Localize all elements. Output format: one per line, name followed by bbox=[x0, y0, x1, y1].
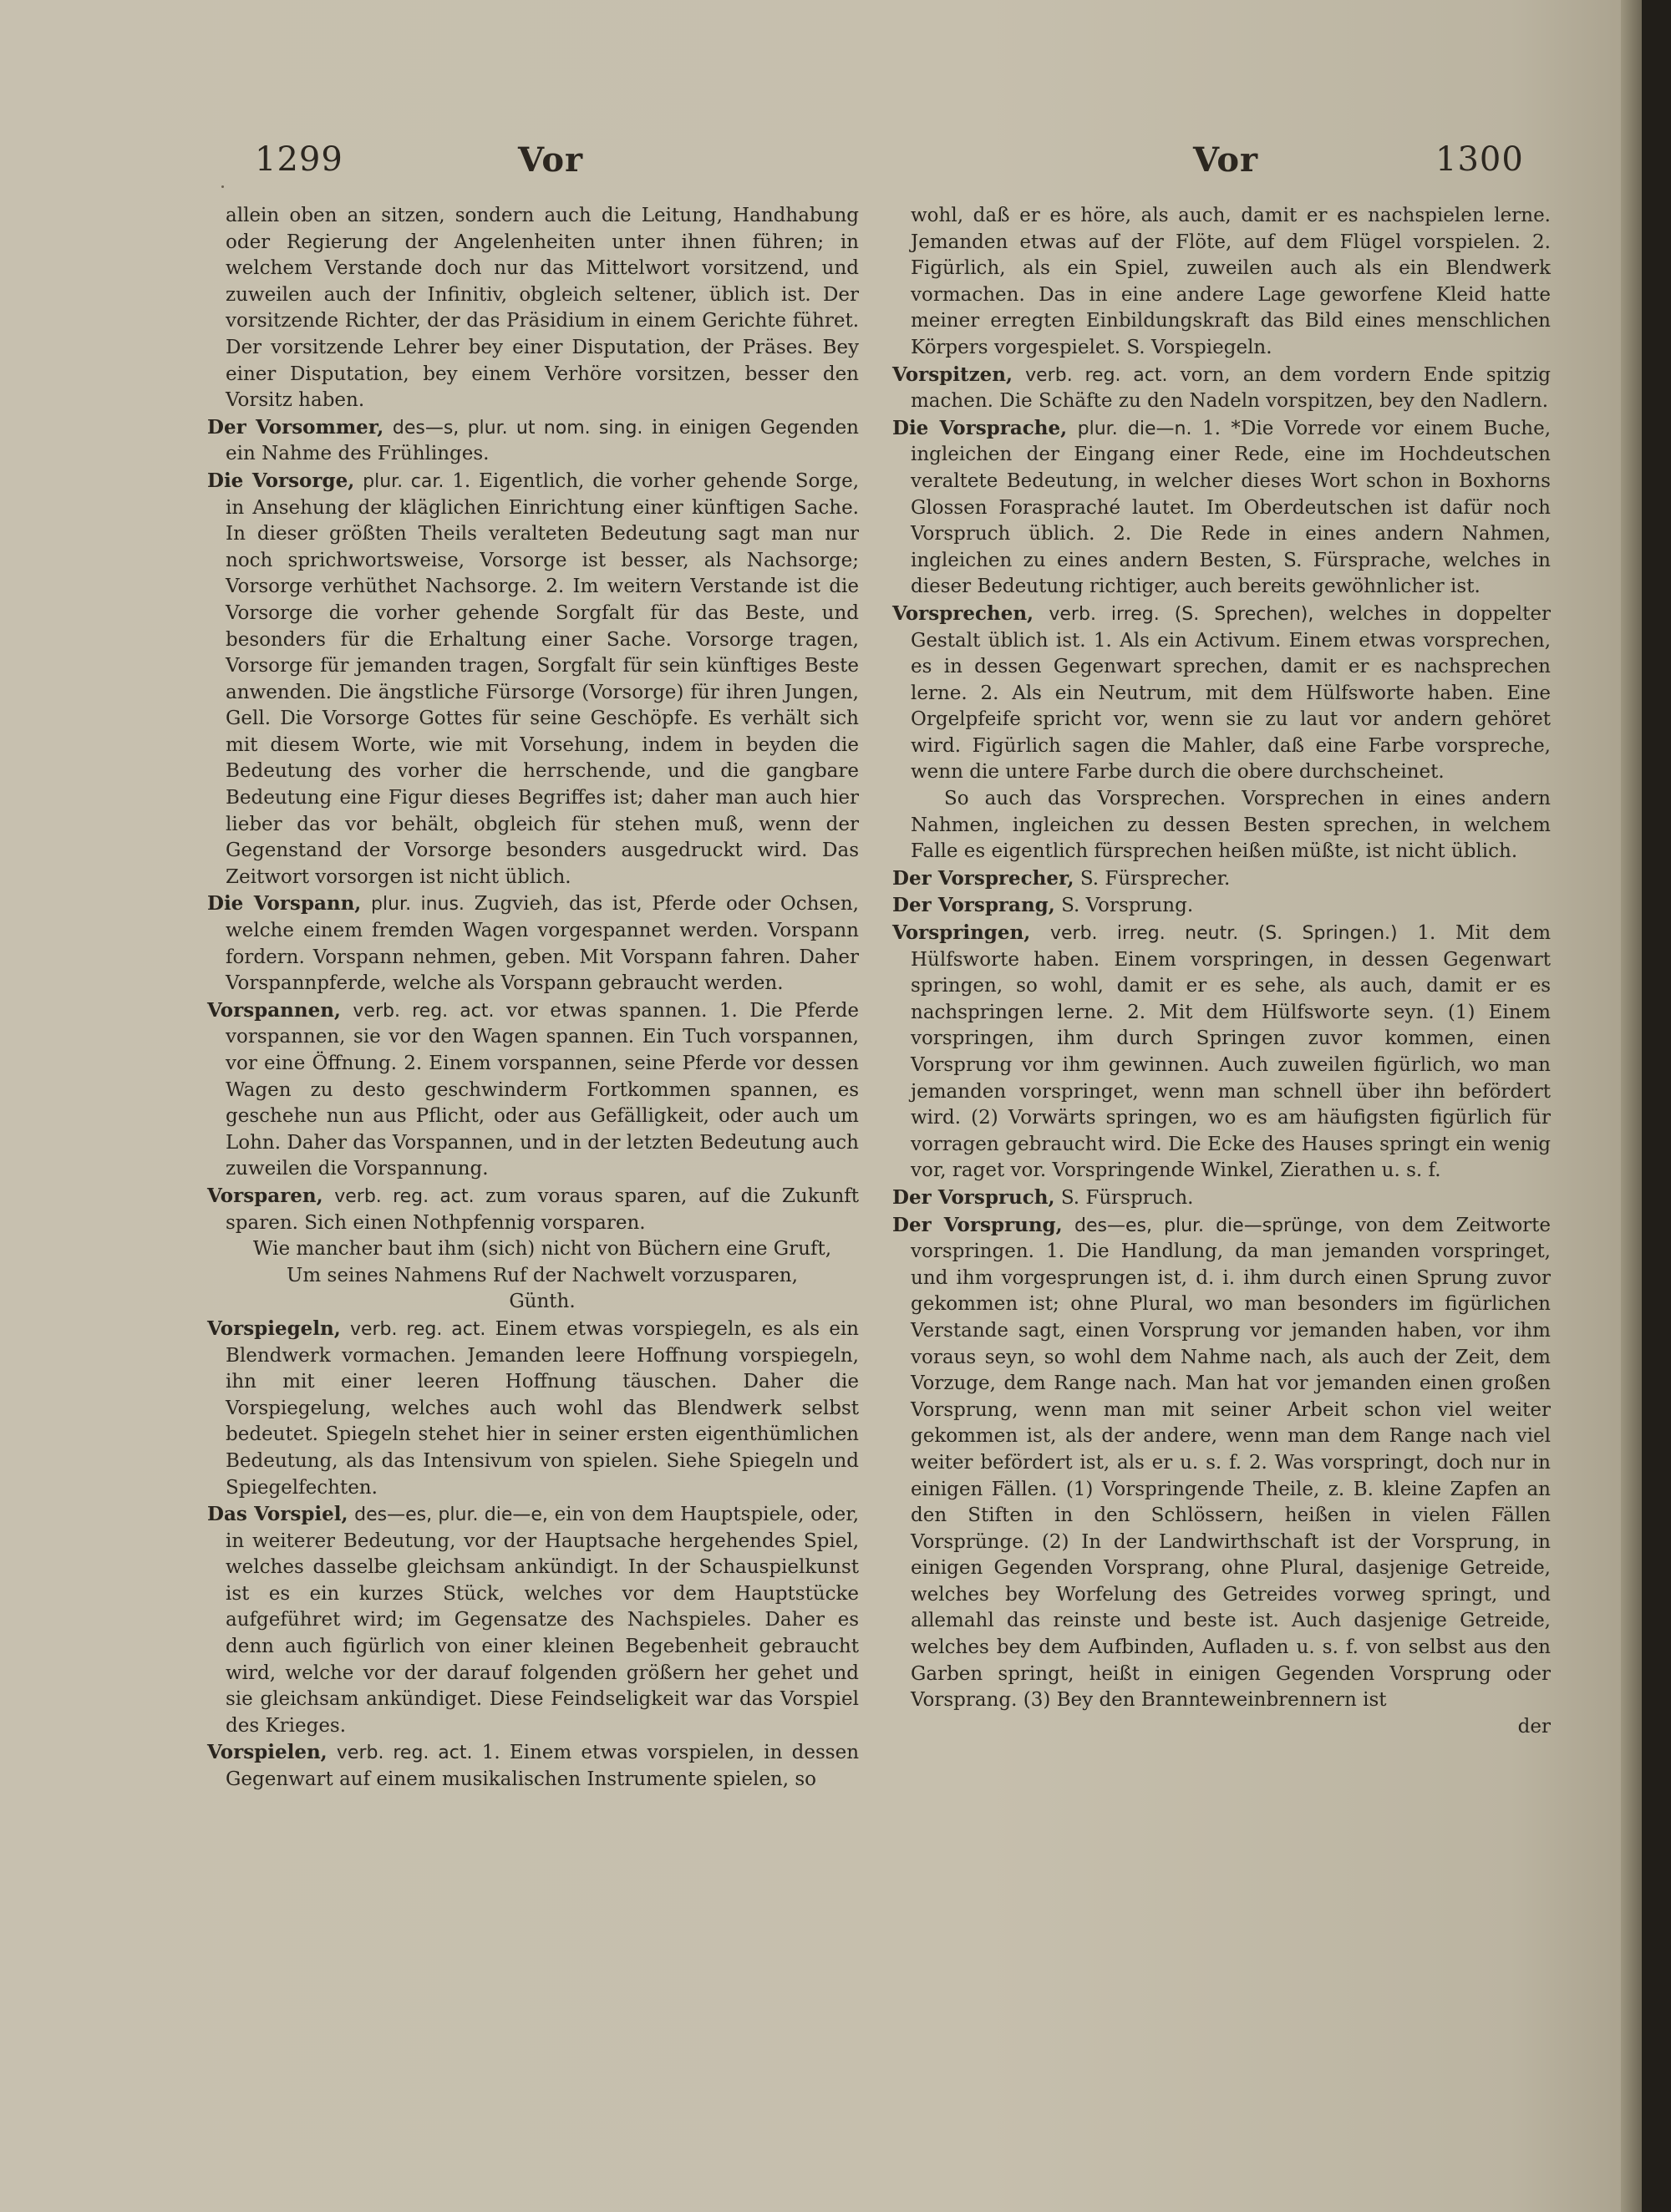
entry-grammar: verb. reg. act. bbox=[334, 1185, 475, 1207]
book-binding bbox=[1621, 0, 1642, 2212]
running-headword-left: Vor bbox=[518, 140, 584, 180]
entry-lemma: Der Vorsprung, bbox=[892, 1213, 1063, 1236]
left-column bbox=[207, 203, 859, 1793]
dictionary-entry bbox=[892, 415, 1551, 601]
entry-lemma: Vorspitzen, bbox=[892, 363, 1013, 386]
entry-text: S. Vorsprung. bbox=[1061, 895, 1194, 917]
quoted-verse-line: Wie mancher baut ihm (sich) nicht von Büchern eine Gruft, bbox=[252, 1238, 832, 1261]
dictionary-entry bbox=[892, 865, 1551, 893]
dictionary-entry bbox=[207, 997, 859, 1183]
entry-text: 1. *Die Vorrede vor einem Buche, ingleichen der Eingang einer Rede, eine im Hochdeutschen veraltete Bedeutung, in welcher dieses Wort schon in Boxhorns Glossen Foraspraché lautet. Im Oberdeutschen ist dafür noch Vorspruch üblich. 2. Die Rede in eines andern Nahmen, ingleichen zu eines andern Besten, S. Fürsprache, welches in dieser Bedeutung richtiger, auch bereits gewöhnlicher ist. bbox=[911, 417, 1551, 598]
catchword: der bbox=[1517, 1715, 1551, 1738]
entry-grammar: verb. reg. act. bbox=[349, 1318, 486, 1340]
entry-text: S. Fürspruch. bbox=[1060, 1186, 1194, 1209]
entry-text: vorn, an dem vordern Ende spitzig machen. Die Schäfte zu den Nadeln vorspitzen, bey den Nadlern. bbox=[911, 363, 1552, 413]
entry-lemma: Vorspiegeln, bbox=[207, 1317, 341, 1340]
entry-text: vor etwas spannen. 1. Die Pferde vorspannen, sie vor den Wagen spannen. Ein Tuch vorspannen, vor eine Öffnung. 2. Einem vorspannen, seine Pferde vor dessen Wagen zu desto geschwinderm Fortkommen spannen, es geschehe nun aus Pflicht, oder aus Gefälligkeit, oder auch um Lohn. Daher das Vorspannen, und in der letzten Bedeutung auch zuweilen die Vorspannung. bbox=[226, 999, 860, 1180]
entry-text: S. Fürsprecher. bbox=[1079, 867, 1231, 890]
entry-lemma: Vorsparen, bbox=[207, 1184, 323, 1207]
entry-grammar: verb. reg. act. bbox=[336, 1743, 473, 1764]
entry-continuation: wohl, daß er es höre, als auch, damit er es nachspielen lerne. Jemanden etwas auf der Flöte, auf dem Flügel vorspielen. 2. Figürlich, als ein Spiel, zuweilen auch als ein Blendwerk vormachen. Das in eine andere Lage geworfene Kleid hatte meiner erregten Einbildungskraft das Bild eines menschlichen Körpers vorgespielet. S. Vorspiegeln. bbox=[911, 205, 1551, 358]
dictionary-entry bbox=[207, 1501, 859, 1739]
entry-text: welches in doppelter Gestalt üblich ist. 1. Als ein Activum. Einem etwas vorsprechen, es in dessen Gegenwart sprechen, damit er es nachsprechen lerne. 2. Als ein Neutrum, mit dem Hülfsworte haben. Eine Orgelpfeife spricht vor, wenn sie zu laut vor andern gehöret wird. Figürlich sagen die Mahler, daß eine Farbe vorspreche, wenn die untere Farbe durch die obere durchscheinet. bbox=[911, 602, 1552, 784]
page-number-left: 1299 bbox=[255, 140, 343, 179]
entry-subparagraph: So auch das Vorsprechen. Vorsprechen in eines andern Nahmen, ingleichen zu dessen Besten sprechen, in welchem Falle es eigentlich fürsprechen heißen müßte, ist nicht üblich. bbox=[911, 788, 1551, 863]
page-number-right: 1300 bbox=[1435, 140, 1524, 179]
entry-lemma: Vorspringen, bbox=[892, 921, 1031, 945]
entry-lemma: Vorsprechen, bbox=[892, 601, 1034, 625]
dictionary-entry bbox=[892, 362, 1551, 415]
entry-text: 1. Mit dem Hülfsworte haben. Einem vorspringen, in dessen Gegenwart springen, so wohl, damit er es sehe, als auch, damit er es nachspringen lerne. 2. Mit dem Hülfsworte seyn. (1) Einem vorspringen, ihm durch Springen zuvor kommen, einen Vorsprung vor ihm gewinnen. Auch zuweilen figürlich, wo man jemanden vorspringet, wenn man schnell über ihn befördert wird. (2) Vorwärts springen, wo es am häufigsten figürlich für vorragen gebraucht wird. Die Ecke des Hauses springt ein wenig vor, raget vor. Vorspringende Winkel, Zierathen u. s. f. bbox=[911, 922, 1551, 1182]
quoted-verse-line: Um seines Nahmens Ruf der Nachwelt vorzusparen, bbox=[287, 1264, 798, 1286]
entry-grammar: verb. reg. act. bbox=[353, 1000, 495, 1022]
entry-lemma: Der Vorsprecher, bbox=[892, 866, 1074, 890]
entry-lemma: Der Vorspruch, bbox=[892, 1185, 1055, 1209]
entry-grammar: plur. die—n. bbox=[1077, 418, 1192, 439]
verse-source: Günth. bbox=[509, 1291, 576, 1313]
page-header bbox=[0, 140, 1621, 190]
entry-lemma: Der Vorsprang, bbox=[892, 894, 1055, 917]
entry-lemma: Vorspannen, bbox=[207, 998, 341, 1022]
entry-text: 1. Einem etwas vorspielen, in dessen Gegenwart auf einem musikalischen Instrumente spielen, so bbox=[226, 1742, 860, 1791]
entry-grammar: des—es, plur. die—sprünge, bbox=[1074, 1215, 1343, 1236]
entry-text: ein von dem Hauptspiele, oder, in weiterer Bedeutung, vor der Hauptsache hergehendes Spiel, welches dasselbe gleichsam ankündigt. In der Schauspielkunst ist es ein kurzes Stück, welches vor dem Hauptstücke aufgeführet wird; im Gegensatze des Nachspieles. Daher es denn auch figürlich von einer kleinen Begebenheit gebraucht wird, welche vor der darauf folgenden größern her gehet und sie gleichsam ankündiget. Diese Feindseligkeit war das Vorspiel des Krieges. bbox=[226, 1504, 860, 1737]
entry-lemma: Die Vorspann, bbox=[207, 892, 362, 916]
entry-grammar: verb. irreg. (S. Sprechen), bbox=[1049, 603, 1314, 625]
dictionary-entry bbox=[892, 920, 1551, 1185]
running-headword-right: Vor bbox=[1193, 140, 1259, 180]
entry-grammar: verb. reg. act. bbox=[1025, 364, 1168, 386]
entry-text: Zugvieh, das ist, Pferde oder Ochsen, welche einem fremden Wagen vorgespannet werden. Vorspann fordern. Vorspann nehmen, geben. Mit Vorspann fahren. Daher Vorspannpferde, welche als Vorspann gebraucht werden. bbox=[226, 893, 859, 995]
dictionary-entry bbox=[207, 414, 859, 468]
entry-grammar: verb. irreg. neutr. (S. Springen.) bbox=[1049, 923, 1398, 945]
dictionary-entry bbox=[207, 1316, 859, 1501]
entry-text: 1. Eigentlich, die vorher gehende Sorge, in Ansehung der kläglichen Einrichtung einer künftigen Sache. In dieser größten Theils veralteten Bedeutung sagt man nur noch sprichwortsweise, Vorsorge ist besser, als Nachsorge; Vorsorge verhüthet Nachsorge. 2. Im weitern Verstande ist die Vorsorge die vorher gehende Sorgfalt für das Beste, und besonders für die Erhaltung einer Sache. Vorsorge tragen, Vorsorge für jemanden tragen, Sorgfalt für sein künftiges Beste anwenden. Die ängstliche Fürsorge (Vorsorge) für ihren Jungen, Gell. Die Vorsorge Gottes für seine Geschöpfe. Es verhält sich mit diesem Worte, wie mit Vorsehung, indem in beyden die Bedeutung des vorher die herrschende, und die gangbare Bedeutung eine Figur dieses Begriffes ist; daher man auch hier lieber das vor behält, obgleich für stehen muß, wenn der Gegenstand der Vorsorge besonders ausgedruckt wird. Das Zeitwort vorsorgen ist nicht üblich. bbox=[226, 469, 860, 888]
dictionary-entry bbox=[207, 890, 859, 997]
entry-grammar: des—es, plur. die—e, bbox=[354, 1504, 548, 1526]
entry-lemma: Der Vorsommer, bbox=[207, 415, 384, 439]
entry-lemma: Die Vorsorge, bbox=[207, 469, 355, 492]
dictionary-entry bbox=[892, 601, 1551, 786]
entry-text: zum voraus sparen, auf die Zukunft sparen. Sich einen Nothpfennig vorsparen. bbox=[226, 1185, 860, 1234]
entry-grammar: des—s, plur. ut nom. sing. bbox=[392, 417, 643, 439]
dictionary-entry bbox=[892, 1185, 1551, 1212]
entry-text: von dem Zeitworte vorspringen. 1. Die Handlung, da man jemanden vorspringet, und ihm vorgesprungen ist, d. i. ihm durch einen Sprung zuvor gekommen ist; ohne Plural, wo man besonders im figürlichen Verstande sagt, einen Vorsprung vor jemanden haben, vor ihm voraus seyn, so wohl dem Nahme nach, als auch der Zeit, dem Vorzuge, dem Range nach. Man hat vor jemanden einen großen Vorsprung, wenn man mit seiner Arbeit schon viel weiter gekommen ist, als der andere, wenn man dem Range nach viel weiter befördert ist, als er u. s. f. 2. Was vorspringt, doch nur in einigen Fällen. (1) Vorspringende Theile, z. B. kleine Zapfen an den Stiften in den Schlössern, heißen in vielen Fällen Vorsprünge. (2) In der Landwirthschaft ist der Vorsprung, in einigen Gegenden Vorsprang, ohne Plural, dasjenige Getreide, welches bey Worfelung des Getreides vorweg springt, und allemahl das reinste und beste ist. Auch dasjenige Getreide, welches bey dem Aufbinden, Aufladen u. s. f. von selbst aus den Garben springt, heißt in einigen Gegenden Vorsprung oder Vorsprang. (3) Bey den Brannteweinbrennern ist bbox=[911, 1214, 1552, 1712]
entry-lemma: Die Vorsprache, bbox=[892, 416, 1068, 439]
entry-grammar: plur. inus. bbox=[371, 894, 465, 916]
dictionary-entry bbox=[207, 1739, 859, 1793]
dictionary-entry bbox=[207, 1183, 859, 1236]
right-column bbox=[892, 203, 1551, 1740]
entry-grammar: plur. car. bbox=[363, 470, 444, 492]
entry-lemma: Das Vorspiel, bbox=[207, 1503, 348, 1526]
entry-continuation: allein oben an sitzen, sondern auch die Leitung, Handhabung oder Regierung der Angelenheiten unter ihnen führen; in welchem Verstande doch nur das Mittelwort vorsitzend, und zuweilen auch der Infinitiv, obgleich seltener, üblich ist. Der vorsitzende Richter, der das Präsidium in einem Gerichte führet. Der vorsitzende Lehrer bey einer Disputation, der Präses. Bey einer Disputation, bey einem Verhöre vorsitzen, besser den Vorsitz haben. bbox=[226, 205, 859, 412]
entry-text: in einigen Gegenden ein Nahme des Frühlinges. bbox=[226, 416, 859, 465]
entry-text: Einem etwas vorspiegeln, es als ein Blendwerk vormachen. Jemanden leere Hoffnung vorspiegeln, ihn mit einer leeren Hoffnung täuschen. Daher die Vorspiegelung, welches auch wohl das Blendwerk selbst bedeutet. Spiegeln stehet hier in seiner ersten eigenthümlichen Bedeutung, als das Intensivum von spielen. Siehe Spiegeln und Spiegelfechten. bbox=[226, 1317, 859, 1499]
dictionary-entry bbox=[892, 892, 1551, 920]
entry-lemma: Vorspielen, bbox=[207, 1741, 328, 1764]
dictionary-entry bbox=[892, 1212, 1551, 1714]
dictionary-entry bbox=[207, 468, 859, 891]
